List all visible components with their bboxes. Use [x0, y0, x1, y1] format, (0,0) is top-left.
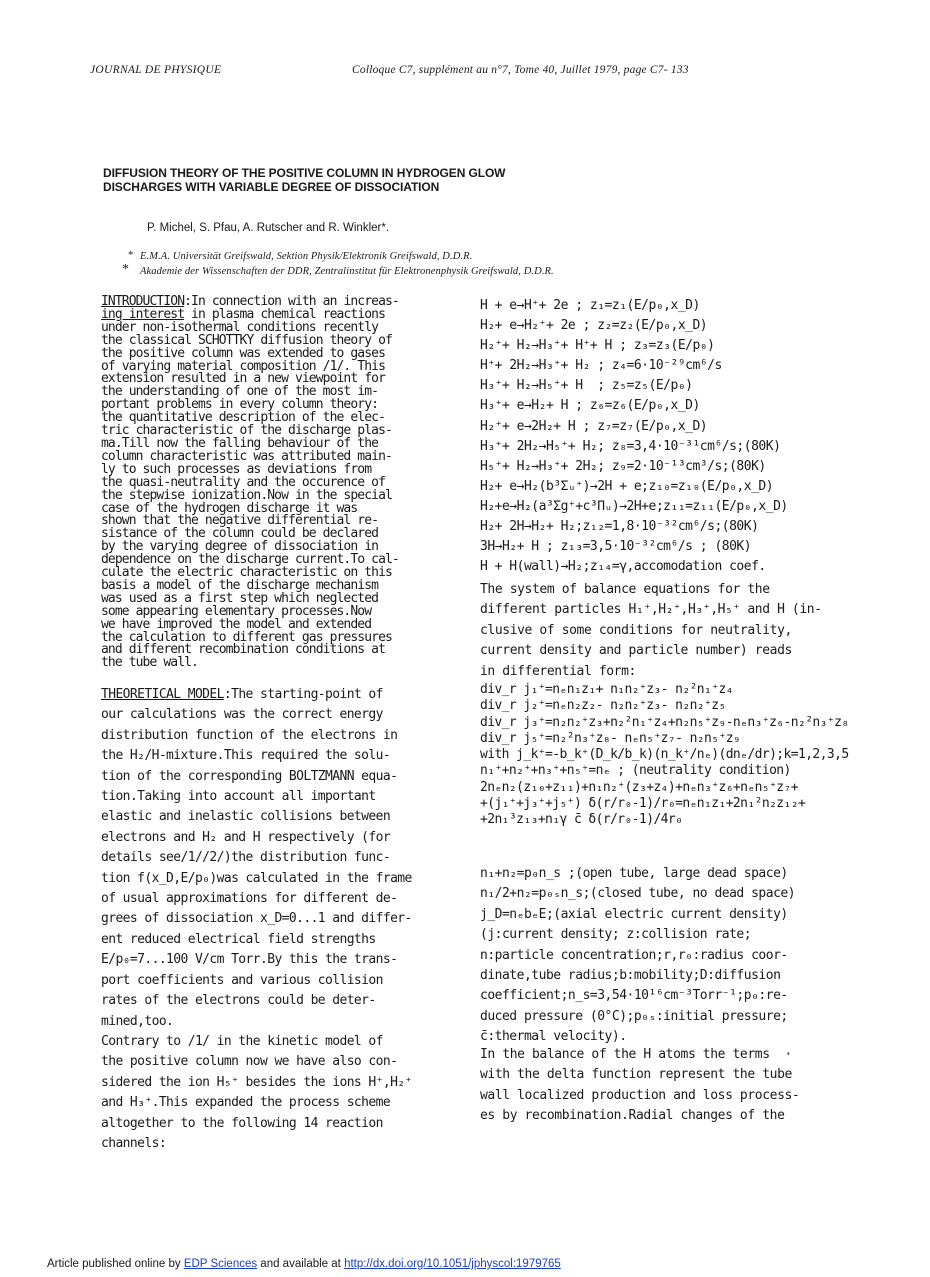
- footer-middle: and available at: [257, 1258, 345, 1270]
- introduction-section: [101, 296, 466, 670]
- footer-prefix: Article published online by: [47, 1258, 184, 1270]
- affiliation-1: E.M.A. Universität Greifswald, Sektion Physik/Elektronik Greifswald, D.D.R.: [140, 251, 473, 262]
- intro-first-line: :In connection with an increas-: [184, 294, 399, 309]
- theory-heading: THEORETICAL MODEL: [101, 687, 224, 702]
- reaction-list: H + e→H⁺+ 2e ; z₁=z₁(E/p₀,x_D) H₂+ e→H₂⁺+ 2e ; z₂=z₂(E/p₀,x_D) H₂⁺+ H₂→H₃⁺+ H⁺+ H ; z₃=z₃(E/p₀) H⁺+ 2H₂→H₃⁺+ H₂ ; z₄=6·10⁻²⁹cm⁶/s H₃⁺+ H₂→H₅⁺+ H ; z₅=z₅(E/p₀) H₃⁺+ e→H₂+ H ; z₆=z₆(E/p₀,x_D) H₂⁺+ e→2H₂+ H ; z₇=z₇(E/p₀,x_D) H₃⁺+ 2H₂→H₅⁺+ H₂; z₈=3,4·10⁻³¹cm⁶/s;(80K) H₅⁺+ H₂→H₃⁺+ 2H₂; z₉=2·10⁻¹³cm³/s;(80K) H₂+ e→H₂(b³Σᵤ⁺)→2H + e;z₁₀=z₁₀(E/p₀,x_D) H₂+e→H₂(a³Σg⁺+c³Πᵤ)→2H+e;z₁₁=z₁₁(E/p₀,x_D) H₂+ 2H→H₂+ H₂;z₁₂=1,8·10⁻³²cm⁶/s;(80K) 3H→H₂+ H ; z₁₃=3,5·10⁻³²cm⁶/s ; (80K) H + H(wall)→H₂;z₁₄=γ,accomodation coef.: [480, 298, 788, 575]
- paper-title: DIFFUSION THEORY OF THE POSITIVE COLUMN IN HYDROGEN GLOW DISCHARGES WITH VARIABLE DEGREE OF DISSOCIATION: [103, 166, 506, 194]
- author-list: P. Michel, S. Pfau, A. Rutscher and R. Winkler*.: [147, 222, 390, 234]
- intro-second-line: in plasma chemical reactions: [184, 306, 385, 322]
- doi-link[interactable]: http://dx.doi.org/10.1051/jphyscol:1979765: [344, 1258, 561, 1270]
- theory-first-line: :The starting-point of: [223, 687, 383, 702]
- affiliation-2: Akademie der Wissenschaften der DDR, Zentralinstitut für Elektronenphysik Greifswald, D.D.R.: [140, 266, 554, 277]
- publication-footer: [47, 1258, 561, 1270]
- affiliation-marker-star: *: [122, 262, 129, 277]
- balance-equations: div_r j₁⁺=nₑn₁z₁+ n₁n₂⁺z₃- n₂²n₁⁺z₄ div_r j₂⁺=nₑn₂z₂- n₂n₂⁺z₃- n₂n₂⁺z₅ div_r j₃⁺=n₂n₂⁺z₃+n₂²n₁⁺z₄+n₂n₅⁺z₉-nₑn₃⁺z₆-n₂²n₃⁺z₈ div_r j₅⁺=n₂²n₃⁺z₈- nₑn₅⁺z₇- n₂n₅⁺z₉ with j_k⁺=-b_k⁺(D_k/b_k)(n_k⁺/nₑ)(dnₑ/dr);k=1,2,3,5 n₁⁺+n₂⁺+n₃⁺+n₅⁺=nₑ ; (neutrality condition) 2nₑn₂(z₁₀+z₁₁)+n₁n₂⁺(z₃+z₄)+nₑn₃⁺z₆+nₑn₅⁺z₇+ +(j₁⁺+j₃⁺+j₅⁺) δ(r/r₀-1)/r₀=nₑn₁z₁+2n₁²n₂z₁₂+ +2n₁³z₁₃+n₁γ c̄ δ(r/r₀-1)/4r₀: [480, 682, 849, 828]
- affiliation-marker: *: [128, 249, 134, 261]
- balance-system-text: The system of balance equations for the different particles H₁⁺,H₂⁺,H₃⁺,H₅⁺ and H (in- clusive of some conditions for neutrality, current density and particle number) reads in differential form:: [480, 582, 822, 679]
- theory-body: our calculations was the correct energy distribution function of the electrons in the H₂/H-mixture.This required the solu- tion of the corresponding BOLTZMANN equa- tion.Taking into account all important elastic and inelastic collisions between electrons and H₂ and H respectively (for details see/1//2/)the distribution func- tion f(x_D,E/p₀)was calculated in the frame of usual approximations for different de- grees of dissociation x_D=0...1 and differ- ent reduced electrical field strengths E/p₀=7...100 V/cm Torr.By this the trans- port coefficients and various collision rates of the electrons could be deter- mined,too. Contrary to /1/ in the kinetic model of the positive column now we have also con- sidered the ion H₅⁺ besides the ions H⁺,H₂⁺ and H₃⁺.This expanded the process scheme altogether to the following 14 reaction channels:: [101, 707, 412, 1151]
- citation-line: Colloque C7, supplément au n°7, Tome 40, Juillet 1979, page C7- 133: [352, 64, 689, 76]
- journal-name: JOURNAL DE PHYSIQUE: [90, 64, 222, 76]
- closing-paragraph: In the balance of the H atoms the terms · with the delta function represent the tube wall localized production and loss process- es by recombination.Radial changes of the: [480, 1047, 800, 1124]
- edp-sciences-link[interactable]: EDP Sciences: [183, 1258, 258, 1270]
- introduction-heading: INTRODUCTION: [101, 294, 185, 309]
- theoretical-model-section: [101, 685, 466, 1154]
- intro-underlined-phrase: ing interest: [101, 306, 185, 322]
- intro-body: under non-isothermal conditions recently the classical SCHOTTKY diffusion theory of the positive column was extended to gases of varying material composition /1/. This extension resulted in a new viewpoint for the understanding of one of the most im- portant problems in every column theory: the quantitative description of the elec- tric characteristic of the discharge plas- ma.Till now the falling behaviour of the column characteristic was attributed main- ly to such processes as deviations from the quasi-neutrality and the occurence of the stepwise ionization.Now in the special case of the hydrogen discharge it was shown that the negative differential re- sistance of the column could be declared by the varying degree of dissociation in dependence on the discharge current.To cal- culate the electric characteristic on this basis a model of the discharge mechanism was used as a first step which neglected some appearing elementary processes.Now we have improved the model and extended the calculation to different gas pressures and different recombination conditions at the tube wall.: [101, 319, 399, 671]
- symbol-definitions: n₁+n₂=p₀n_s ;(open tube, large dead space) n₁/2+n₂=p₀ₛn_s;(closed tube, no dead space) j_D=nₑbₑE;(axial electric current density) (j:current density; z:collision rate; n:particle concentration;r,r₀:radius coor- dinate,tube radius;b:mobility;D:diffusion coefficient;n_s=3,54·10¹⁶cm⁻³Torr⁻¹;p₀:re- duced pressure (0°C);p₀ₛ:initial pressure; c̄:thermal velocity).: [480, 866, 796, 1045]
